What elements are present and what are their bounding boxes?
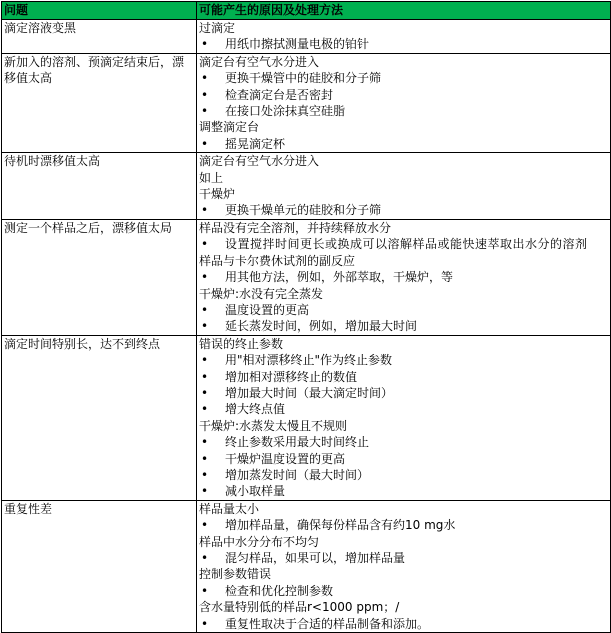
cause-heading: 样品没有完全溶剂，并持续释放水分 (199, 220, 392, 235)
header-problem: 问题 (2, 2, 197, 20)
table-body (2, 20, 611, 633)
action-item: • 用纸巾擦拭测量电极的铂针 (199, 36, 608, 52)
problem-cell: 待机时漂移值太高 (2, 153, 197, 220)
action-item: • 温度设置的更高 (199, 302, 608, 318)
action-item: • 减小取样量 (199, 483, 608, 499)
action-item: • 用其他方法，例如，外部萃取，干燥炉，等 (199, 269, 608, 285)
table-row (2, 153, 611, 220)
header-cause: 可能产生的原因及处理方法 (197, 2, 611, 20)
problem-cell: 新加入的溶剂、预滴定结束后，漂移值太高 (2, 53, 197, 152)
table-row (2, 219, 611, 335)
cause-heading: 滴定台有空气水分进入 (199, 54, 320, 69)
problem-cell: 滴定时间特别长，达不到终点 (2, 335, 197, 500)
troubleshooting-table (1, 1, 611, 633)
problem-cell: 测定一个样品之后，漂移值太局 (2, 219, 197, 335)
table-row (2, 500, 611, 632)
cause-heading: 如上 (199, 170, 224, 185)
cause-heading: 控制参数错误 (199, 567, 272, 582)
cause-cell (197, 20, 611, 54)
cause-heading: 干燥炉:水没有完全蒸发 (199, 286, 324, 301)
action-item: • 在接口处涂抹真空硅脂 (199, 103, 608, 119)
action-item: • 设置搅拌时间更长或换成可以溶解样品或能快速萃取出水分的溶剂 (199, 236, 608, 252)
action-item: • 增加最大时间（最大滴定时间） (199, 385, 608, 401)
table-row (2, 335, 611, 500)
action-item: • 增大终点值 (199, 401, 608, 417)
problem-cell: 滴定溶液变黑 (2, 20, 197, 54)
table-row (2, 53, 611, 152)
cause-heading: 滴定台有空气水分进入 (199, 154, 320, 169)
cause-cell (197, 500, 611, 632)
table-row (2, 20, 611, 54)
cause-cell (197, 153, 611, 220)
action-item: • 用"相对漂移终止"作为终止参数 (199, 352, 608, 368)
action-item: • 摇晃滴定杯 (199, 136, 608, 152)
cause-heading: 调整滴定台 (199, 120, 260, 135)
cause-heading: 干燥炉 (199, 187, 236, 202)
action-item: • 重复性取决于合适的样品制备和添加。 (199, 616, 608, 632)
action-item: • 增加样品量，确保每份样品含有约10 mg水 (199, 517, 608, 533)
action-item: • 更换干燥单元的硅胶和分子筛 (199, 202, 608, 218)
action-item: • 检查滴定台是否密封 (199, 87, 608, 103)
cause-heading: 含水量特别低的样品r<1000 ppm；/ (199, 600, 400, 615)
cause-cell (197, 335, 611, 500)
cause-heading: 样品与卡尔费休试剂的副反应 (199, 253, 356, 268)
cause-heading: 错误的终止参数 (199, 336, 284, 351)
cause-heading: 干燥炉:水蒸发太慢且不规则 (199, 418, 348, 433)
action-item: • 更换干燥管中的硅胶和分子筛 (199, 70, 608, 86)
problem-cell: 重复性差 (2, 500, 197, 632)
cause-cell (197, 53, 611, 152)
cause-heading: 样品量太小 (199, 501, 260, 516)
action-item: • 终止参数采用最大时间终止 (199, 434, 608, 450)
table-header-row (2, 2, 611, 20)
action-item: • 延长蒸发时间，例如，增加最大时间 (199, 318, 608, 334)
action-item: • 增加相对漂移终止的数值 (199, 369, 608, 385)
cause-heading: 过滴定 (199, 21, 236, 35)
action-item: • 检查和优化控制参数 (199, 583, 608, 599)
cause-heading: 样品中水分分布不均匀 (199, 534, 320, 549)
cause-cell (197, 219, 611, 335)
action-item: • 干燥炉温度设置的更高 (199, 451, 608, 467)
action-item: • 混匀样品，如果可以，增加样品量 (199, 550, 608, 566)
action-item: • 增加蒸发时间（最大时间） (199, 467, 608, 483)
